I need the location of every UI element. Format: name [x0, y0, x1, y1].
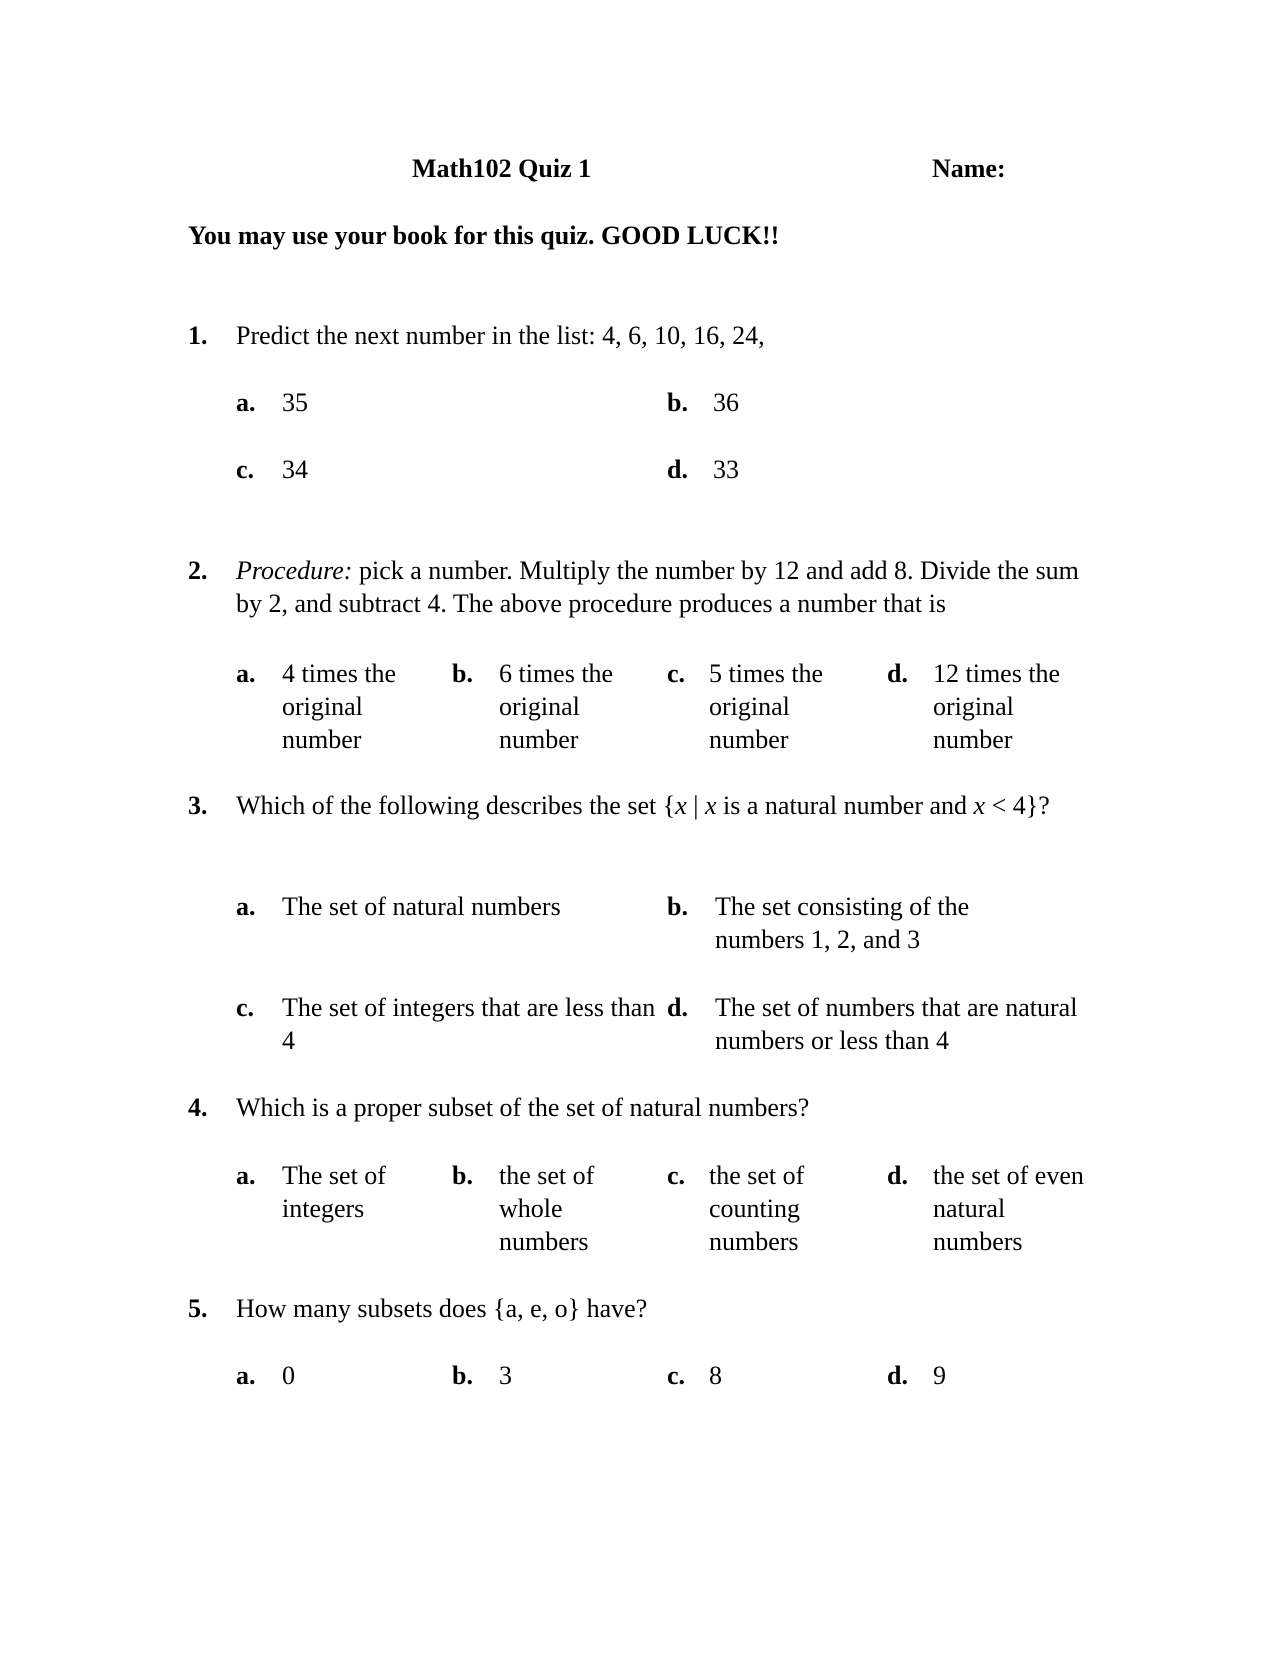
- option-text: The set of integers: [282, 1161, 386, 1223]
- option-text: the set of whole numbers: [499, 1161, 595, 1256]
- option-text: 5 times the original number: [709, 659, 824, 754]
- option-text: 36: [713, 388, 739, 417]
- option-text: The set of natural numbers: [282, 892, 561, 921]
- option-text: 0: [282, 1361, 295, 1390]
- question-number: 3.: [188, 791, 208, 820]
- option-letter: d.: [667, 455, 688, 484]
- option-letter: a.: [236, 388, 256, 417]
- variable: x: [973, 791, 986, 820]
- option-letter: c.: [667, 1161, 686, 1190]
- option-letter: b.: [452, 659, 473, 688]
- option-letter: c.: [236, 455, 255, 484]
- option-text: 35: [282, 388, 308, 417]
- option-text: 6 times the original number: [499, 659, 614, 754]
- option-letter: a.: [236, 659, 256, 688]
- option-text: The set of numbers that are natural numbers or less than 4: [715, 993, 1078, 1055]
- question-text: [236, 789, 1098, 822]
- option-letter: c.: [667, 1361, 686, 1390]
- option-text: The set consisting of the numbers 1, 2, and 3: [715, 892, 970, 954]
- question-text: [236, 554, 1096, 620]
- question-body: < 4}?: [985, 791, 1050, 820]
- name-label: Name:: [932, 154, 1006, 183]
- option-text: 3: [499, 1361, 512, 1390]
- question-body: |: [686, 791, 705, 820]
- option-letter: b.: [452, 1361, 473, 1390]
- option-letter: b.: [452, 1161, 473, 1190]
- option-letter: d.: [887, 1361, 908, 1390]
- question-number: 5.: [188, 1294, 208, 1323]
- option-letter: a.: [236, 1361, 256, 1390]
- question-number: 1.: [188, 321, 208, 350]
- quiz-title: Math102 Quiz 1: [412, 154, 592, 183]
- option-letter: a.: [236, 892, 256, 921]
- option-letter: b.: [667, 388, 688, 417]
- question-number: 4.: [188, 1093, 208, 1122]
- option-text: the set of even natural numbers: [933, 1161, 1084, 1256]
- option-text: 34: [282, 455, 308, 484]
- option-letter: b.: [667, 892, 688, 921]
- question-text: Which is a proper subset of the set of natural numbers?: [236, 1093, 810, 1122]
- option-letter: d.: [887, 659, 908, 688]
- option-letter: a.: [236, 1161, 256, 1190]
- option-text: 4 times the original number: [282, 659, 397, 754]
- option-text: The set of integers that are less than 4: [282, 993, 656, 1055]
- question-body: is a natural number and: [716, 791, 974, 820]
- option-letter: d.: [887, 1161, 908, 1190]
- question-text: Predict the next number in the list: 4, 6, 10, 16, 24,: [236, 321, 765, 350]
- question-body: pick a number. Multiply the number by 12 and add 8. Divide the sum by 2, and subtract 4. The above procedure produces a number that is: [236, 556, 1079, 618]
- option-text: the set of counting numbers: [709, 1161, 805, 1256]
- option-text: 33: [713, 455, 739, 484]
- option-letter: d.: [667, 993, 688, 1022]
- variable: x: [675, 791, 687, 820]
- option-text: 12 times the original number: [933, 659, 1061, 754]
- option-text: 9: [933, 1361, 946, 1390]
- option-letter: c.: [236, 993, 255, 1022]
- instructions: You may use your book for this quiz. GOOD LUCK!!: [188, 221, 780, 250]
- variable: x: [704, 791, 717, 820]
- question-text: How many subsets does {a, e, o} have?: [236, 1294, 648, 1323]
- question-body: Which of the following describes the set {: [236, 791, 676, 820]
- option-letter: c.: [667, 659, 686, 688]
- question-number: 2.: [188, 556, 208, 585]
- option-text: 8: [709, 1361, 722, 1390]
- procedure-label: Procedure:: [236, 556, 353, 585]
